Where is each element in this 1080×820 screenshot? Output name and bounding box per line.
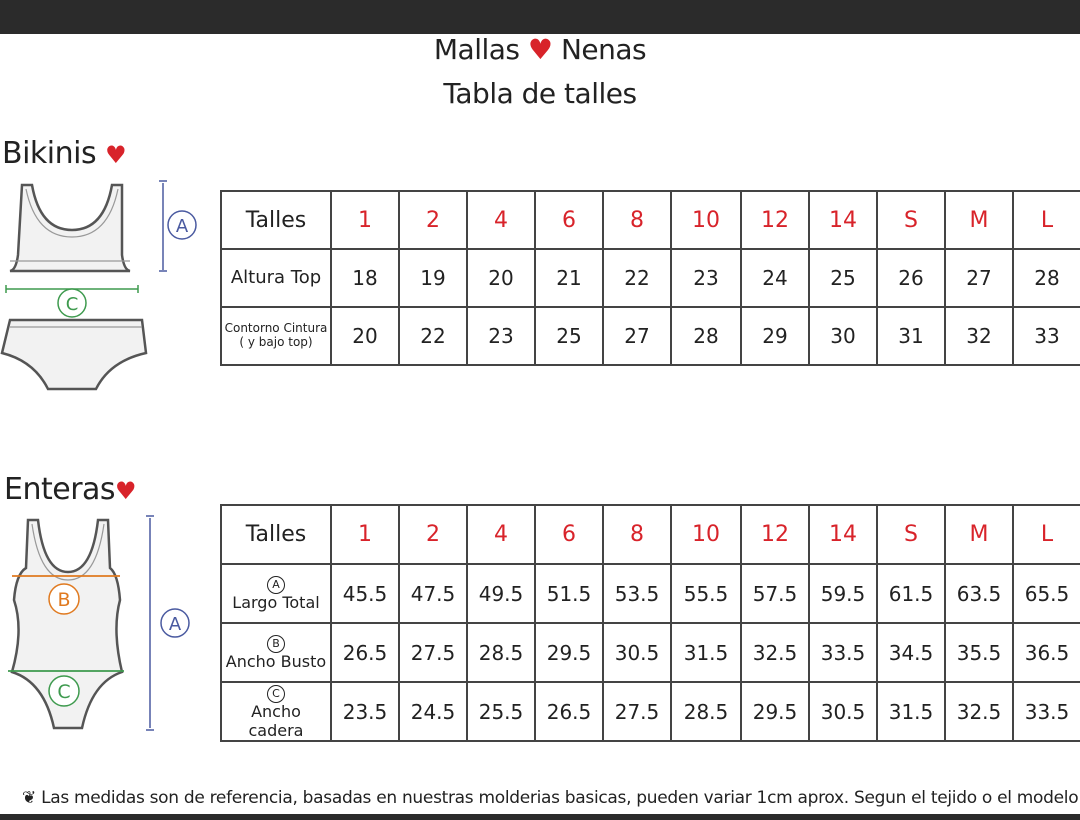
value-cell: 53.5	[603, 564, 671, 623]
value-cell: 18	[331, 249, 399, 307]
value-cell: 25	[535, 307, 603, 365]
value-cell: 26.5	[331, 623, 399, 682]
footer-bullet-icon: ❦	[22, 788, 36, 808]
row-label-altura-top: Altura Top	[221, 249, 331, 307]
size-cell: 8	[603, 191, 671, 249]
footer-note	[22, 788, 1079, 808]
value-cell: 45.5	[331, 564, 399, 623]
footer-note-text: Las medidas son de referencia, basadas en nuestras molderias basicas, pueden variar 1cm aprox. Segun el tejido o el modelo	[41, 788, 1079, 808]
section-bikinis-label: Bikinis	[2, 136, 97, 171]
value-cell: 19	[399, 249, 467, 307]
value-cell: 26	[877, 249, 945, 307]
bikini-marker-a: A	[175, 216, 189, 237]
value-cell: 27	[945, 249, 1013, 307]
size-cell: 2	[399, 505, 467, 564]
bottom-bar	[0, 814, 1080, 820]
row-marker: A	[267, 576, 285, 594]
value-cell: 31.5	[877, 682, 945, 741]
size-cell: 6	[535, 191, 603, 249]
size-cell: 14	[809, 191, 877, 249]
size-cell: 10	[671, 191, 741, 249]
page-subtitle: Tabla de talles	[443, 77, 637, 110]
value-cell: 30.5	[809, 682, 877, 741]
row-label-text: Ancho Busto	[225, 652, 327, 672]
table-row	[221, 249, 1080, 307]
value-cell: 36.5	[1013, 623, 1080, 682]
value-cell: 32.5	[741, 623, 809, 682]
row-marker: B	[267, 635, 285, 653]
enteras-size-table	[220, 504, 1080, 742]
table-header-row	[221, 505, 1080, 564]
top-bar	[0, 0, 1080, 34]
value-cell: 31	[877, 307, 945, 365]
value-cell: 51.5	[535, 564, 603, 623]
size-cell: 4	[467, 191, 535, 249]
brand-right: Nenas	[560, 33, 647, 66]
size-cell: 14	[809, 505, 877, 564]
row-label-largo-total	[221, 564, 331, 623]
value-cell: 55.5	[671, 564, 741, 623]
row-label-text: Ancho cadera	[248, 702, 304, 740]
brand-left: Mallas	[433, 33, 520, 66]
value-cell: 28.5	[467, 623, 535, 682]
size-cell: 10	[671, 505, 741, 564]
section-enteras-label: Enteras	[4, 472, 116, 507]
value-cell: 20	[467, 249, 535, 307]
value-cell: 26.5	[535, 682, 603, 741]
header-talles: Talles	[221, 191, 331, 249]
value-cell: 29	[741, 307, 809, 365]
heart-icon: ♥	[115, 477, 137, 505]
value-cell: 28.5	[671, 682, 741, 741]
size-cell: 12	[741, 191, 809, 249]
size-cell: 12	[741, 505, 809, 564]
value-cell: 21	[535, 249, 603, 307]
value-cell: 23.5	[331, 682, 399, 741]
value-cell: 27	[603, 307, 671, 365]
enteras-marker-b: B	[57, 589, 71, 611]
size-cell: M	[945, 505, 1013, 564]
size-cell: L	[1013, 191, 1080, 249]
value-cell: 33.5	[809, 623, 877, 682]
row-label-text: Largo Total	[232, 593, 320, 613]
value-cell: 59.5	[809, 564, 877, 623]
size-cell: 8	[603, 505, 671, 564]
value-cell: 28	[671, 307, 741, 365]
value-cell: 30.5	[603, 623, 671, 682]
value-cell: 27.5	[603, 682, 671, 741]
value-cell: 20	[331, 307, 399, 365]
table-row	[221, 682, 1080, 741]
size-cell: S	[877, 505, 945, 564]
value-cell: 24.5	[399, 682, 467, 741]
bikini-marker-c: C	[65, 294, 79, 315]
value-cell: 35.5	[945, 623, 1013, 682]
enteras-marker-a: A	[168, 614, 182, 635]
value-cell: 30	[809, 307, 877, 365]
size-cell: 4	[467, 505, 535, 564]
size-cell: 1	[331, 505, 399, 564]
value-cell: 27.5	[399, 623, 467, 682]
section-bikinis-title	[2, 136, 126, 171]
row-label-line2: ( y bajo top)	[239, 335, 313, 349]
header-talles: Talles	[221, 505, 331, 564]
size-cell: 1	[331, 191, 399, 249]
size-cell: 6	[535, 505, 603, 564]
heart-icon: ♥	[105, 141, 127, 169]
value-cell: 32.5	[945, 682, 1013, 741]
size-cell: 2	[399, 191, 467, 249]
bikini-illustration-icon	[0, 175, 215, 405]
value-cell: 63.5	[945, 564, 1013, 623]
heart-icon: ♥	[527, 33, 553, 66]
value-cell: 47.5	[399, 564, 467, 623]
value-cell: 31.5	[671, 623, 741, 682]
row-marker: C	[267, 685, 285, 703]
bikinis-size-table	[220, 190, 1080, 366]
section-enteras-title	[4, 472, 136, 507]
value-cell: 25	[809, 249, 877, 307]
value-cell: 32	[945, 307, 1013, 365]
table-header-row	[221, 191, 1080, 249]
size-cell: S	[877, 191, 945, 249]
table-row	[221, 564, 1080, 623]
row-label-contorno-cintura	[221, 307, 331, 365]
row-label-ancho-cadera	[221, 682, 331, 741]
value-cell: 33.5	[1013, 682, 1080, 741]
value-cell: 33	[1013, 307, 1080, 365]
value-cell: 22	[603, 249, 671, 307]
one-piece-illustration-icon	[0, 510, 215, 740]
value-cell: 34.5	[877, 623, 945, 682]
size-cell: M	[945, 191, 1013, 249]
value-cell: 49.5	[467, 564, 535, 623]
value-cell: 65.5	[1013, 564, 1080, 623]
row-label-ancho-busto	[221, 623, 331, 682]
table-row	[221, 623, 1080, 682]
value-cell: 22	[399, 307, 467, 365]
value-cell: 28	[1013, 249, 1080, 307]
value-cell: 23	[467, 307, 535, 365]
brand-title	[0, 33, 1080, 66]
value-cell: 25.5	[467, 682, 535, 741]
value-cell: 23	[671, 249, 741, 307]
size-cell: L	[1013, 505, 1080, 564]
value-cell: 29.5	[535, 623, 603, 682]
enteras-marker-c: C	[57, 681, 71, 703]
value-cell: 61.5	[877, 564, 945, 623]
value-cell: 57.5	[741, 564, 809, 623]
value-cell: 24	[741, 249, 809, 307]
row-label-line1: Contorno Cintura	[224, 321, 328, 336]
value-cell: 29.5	[741, 682, 809, 741]
table-row	[221, 307, 1080, 365]
